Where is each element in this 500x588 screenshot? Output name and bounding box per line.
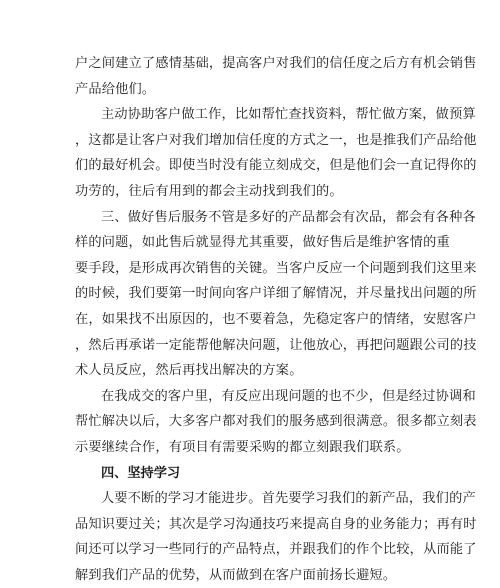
- text-line: 户之间建立了感情基础，提高客户对我们的信任度之后方有机会销售: [75, 56, 477, 71]
- text-line: 示要继续合作，有项目有需要采购的都立刻跟我们联系。: [75, 439, 410, 455]
- paragraph-4: [75, 384, 477, 461]
- text-line: 帮忙解决以后，大多客户都对我们的服务感到很满意。很多都立刻表: [75, 414, 477, 430]
- text-line: 术人员反应，然后再找出解决的方案。: [75, 363, 303, 379]
- text-line: 产品给他们。: [75, 81, 156, 97]
- text-line: 人要不断的学习才能进步。首先要学习我们的新产品，我们的产: [101, 491, 476, 507]
- text-line: 要手段，是形成再次销售的关键。当客户反应一个问题到我们这里来: [75, 260, 477, 276]
- text-line: 间还可以学习一些同行的产品特点，并跟我们的作个比较，从而能了: [75, 542, 477, 558]
- paragraph-3: [75, 205, 477, 384]
- text-line: 解到我们产品的优势，从而做到在客户面前扬长避短。: [75, 567, 397, 583]
- paragraph-1: [75, 51, 477, 102]
- text-line: 三、做好售后服务不管是多好的产品都会有次品，都会有各种各: [101, 209, 476, 225]
- text-line: 的时候，我们要第一时间向客户详细了解情况，并尽量找出问题的所: [75, 286, 477, 302]
- text-line: 在，如果找不出原因的，也不要着急，先稳定客户的情绪，安慰客户: [75, 311, 477, 327]
- text-line: 主动协助客户做工作，比如帮忙查找资料，帮忙做方案，做预算: [101, 107, 476, 123]
- text-line: ，这都是让客户对我们增加信任度的方式之一，也是推我们产品给他: [75, 132, 477, 148]
- text-line: 在我成交的客户里，有反应出现问题的也不少，但是经过协调和: [101, 388, 476, 404]
- text-line: 样的问题，如此售后就显得尤其重要，做好售后是维护客情的重: [75, 235, 450, 251]
- section-heading: 四、坚持学习: [101, 465, 181, 481]
- paragraph-2: [75, 102, 477, 204]
- text-line: ，然后再承诺一定能帮他解决问题，让他放心，再把问题跟公司的技: [75, 337, 477, 353]
- document-body: [75, 51, 477, 588]
- text-line: 品知识要过关；其次是学习沟通技巧来提高自身的业务能力；再有时: [75, 516, 477, 532]
- text-line: 功劳的，往后有用到的都会主动找到我们的。: [75, 183, 343, 199]
- paragraph-5: [75, 486, 477, 588]
- text-line: 们的最好机会。即使当时没有能立刻成交，但是他们会一直记得你的: [75, 158, 477, 174]
